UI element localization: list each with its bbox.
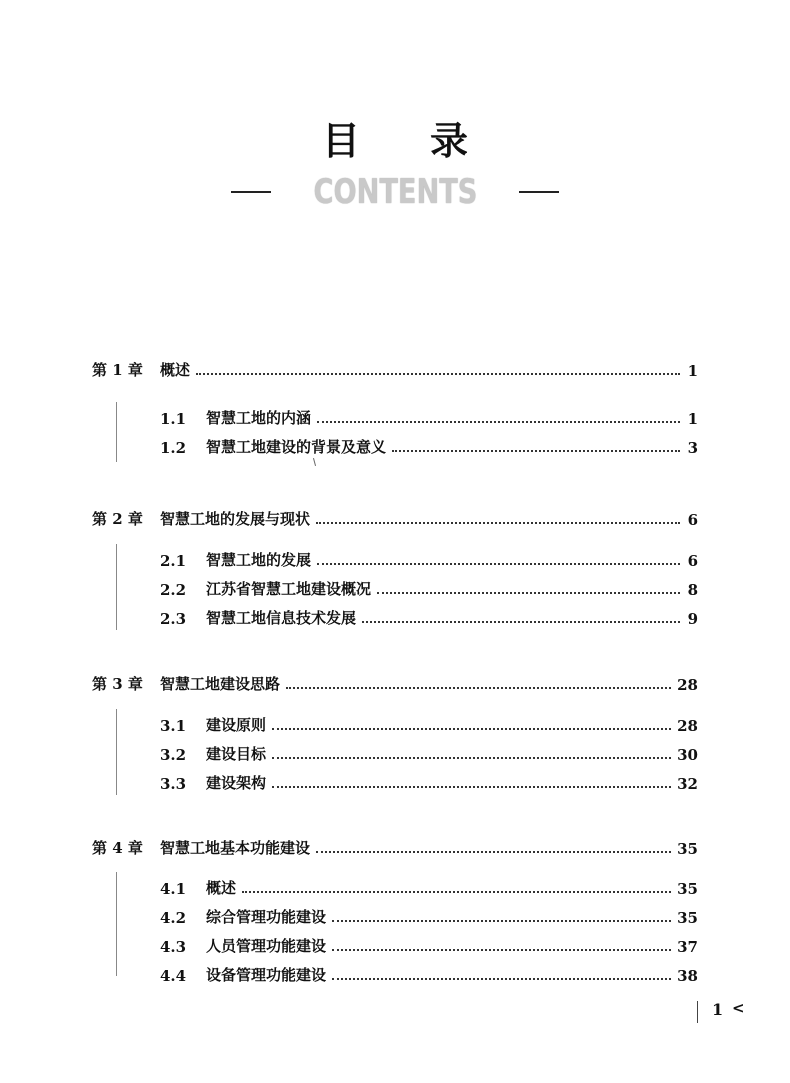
toc-chapter-1[interactable]	[92, 354, 698, 380]
toc-section-2-2[interactable]	[160, 575, 698, 599]
section-title: 概述	[206, 879, 237, 897]
section-title: 智慧工地的发展	[206, 551, 312, 569]
section-page: 9	[687, 610, 698, 628]
section-number: 1.1	[160, 410, 187, 428]
dot-leader	[242, 891, 671, 893]
toc-section-4-3[interactable]	[160, 932, 698, 956]
section-group-rule	[116, 872, 117, 976]
toc-title-char-1: 目	[321, 119, 360, 163]
section-title: 设备管理功能建设	[206, 966, 327, 984]
toc-section-4-2[interactable]	[160, 903, 698, 927]
chapter-page: 28	[677, 676, 698, 694]
dot-leader	[317, 563, 680, 565]
section-title: 智慧工地信息技术发展	[206, 609, 357, 627]
dot-leader	[316, 522, 680, 524]
dot-leader	[362, 621, 680, 623]
dot-leader	[272, 757, 671, 759]
section-group-rule	[116, 544, 117, 630]
dot-leader	[196, 373, 680, 375]
section-title: 建设目标	[206, 745, 267, 763]
dot-leader	[377, 592, 680, 594]
dot-leader	[332, 978, 671, 980]
section-title: 智慧工地的内涵	[206, 409, 312, 427]
section-page: 30	[677, 746, 698, 764]
dot-leader	[286, 687, 671, 689]
dot-leader	[317, 421, 680, 423]
chapter-number: 第 4 章	[92, 839, 143, 857]
chapter-title: 智慧工地建设思路	[160, 675, 281, 693]
section-number: 4.4	[160, 967, 187, 985]
section-number: 4.2	[160, 909, 187, 927]
toc-chapter-2[interactable]	[92, 503, 698, 529]
dot-leader	[316, 851, 671, 853]
footer-rule	[697, 1001, 698, 1023]
section-group-rule	[116, 709, 117, 795]
section-page: 35	[677, 880, 698, 898]
section-number: 3.2	[160, 746, 187, 764]
chapter-title: 智慧工地基本功能建设	[160, 839, 311, 857]
section-page: 35	[677, 909, 698, 927]
toc-section-3-1[interactable]	[160, 711, 698, 735]
toc-section-4-1[interactable]	[160, 874, 698, 898]
section-number: 3.1	[160, 717, 187, 735]
section-title: 人员管理功能建设	[206, 937, 327, 955]
chapter-number: 第 3 章	[92, 675, 143, 693]
chapter-title: 智慧工地的发展与现状	[160, 510, 311, 528]
section-title: 智慧工地建设的背景及意义	[206, 438, 387, 456]
toc-section-1-2[interactable]	[160, 433, 698, 457]
toc-section-1-1[interactable]	[160, 404, 698, 428]
section-page: 38	[677, 967, 698, 985]
dot-leader	[272, 786, 671, 788]
section-page: 28	[677, 717, 698, 735]
section-title: 综合管理功能建设	[206, 908, 327, 926]
section-page: 8	[687, 581, 698, 599]
toc-section-3-2[interactable]	[160, 740, 698, 764]
section-page: 6	[687, 552, 698, 570]
section-number: 2.1	[160, 552, 187, 570]
toc-section-2-1[interactable]	[160, 546, 698, 570]
chapter-title: 概述	[160, 361, 191, 379]
chapter-number: 第 1 章	[92, 361, 143, 379]
section-number: 2.2	[160, 581, 187, 599]
section-page: 37	[677, 938, 698, 956]
toc-section-3-3[interactable]	[160, 769, 698, 793]
section-number: 3.3	[160, 775, 187, 793]
dot-leader	[332, 949, 671, 951]
toc-title-char-2: 录	[430, 119, 469, 163]
section-title: 建设原则	[206, 716, 267, 734]
toc-chapter-3[interactable]	[92, 668, 698, 694]
stray-mark	[313, 458, 316, 466]
section-title: 建设架构	[206, 774, 267, 792]
section-number: 4.3	[160, 938, 187, 956]
toc-section-2-3[interactable]	[160, 604, 698, 628]
section-page: 1	[687, 410, 698, 428]
toc-chapter-4[interactable]	[92, 832, 698, 858]
toc-section-4-4[interactable]	[160, 961, 698, 985]
dot-leader	[272, 728, 671, 730]
section-page: 3	[687, 439, 698, 457]
footer-page-number: 1	[712, 1000, 724, 1019]
section-number: 4.1	[160, 880, 187, 898]
chapter-page: 35	[677, 840, 698, 858]
section-page: 32	[677, 775, 698, 793]
section-title: 江苏省智慧工地建设概况	[206, 580, 372, 598]
chapter-page: 1	[687, 362, 698, 380]
section-number: 1.2	[160, 439, 187, 457]
chapter-page: 6	[687, 511, 698, 529]
section-group-rule	[116, 402, 117, 462]
chapter-number: 第 2 章	[92, 510, 143, 528]
subtitle-contents: CONTENTS	[313, 172, 477, 212]
arrow-left-icon: <	[732, 999, 745, 1017]
dot-leader	[392, 450, 680, 452]
section-number: 2.3	[160, 610, 187, 628]
dot-leader	[332, 920, 671, 922]
